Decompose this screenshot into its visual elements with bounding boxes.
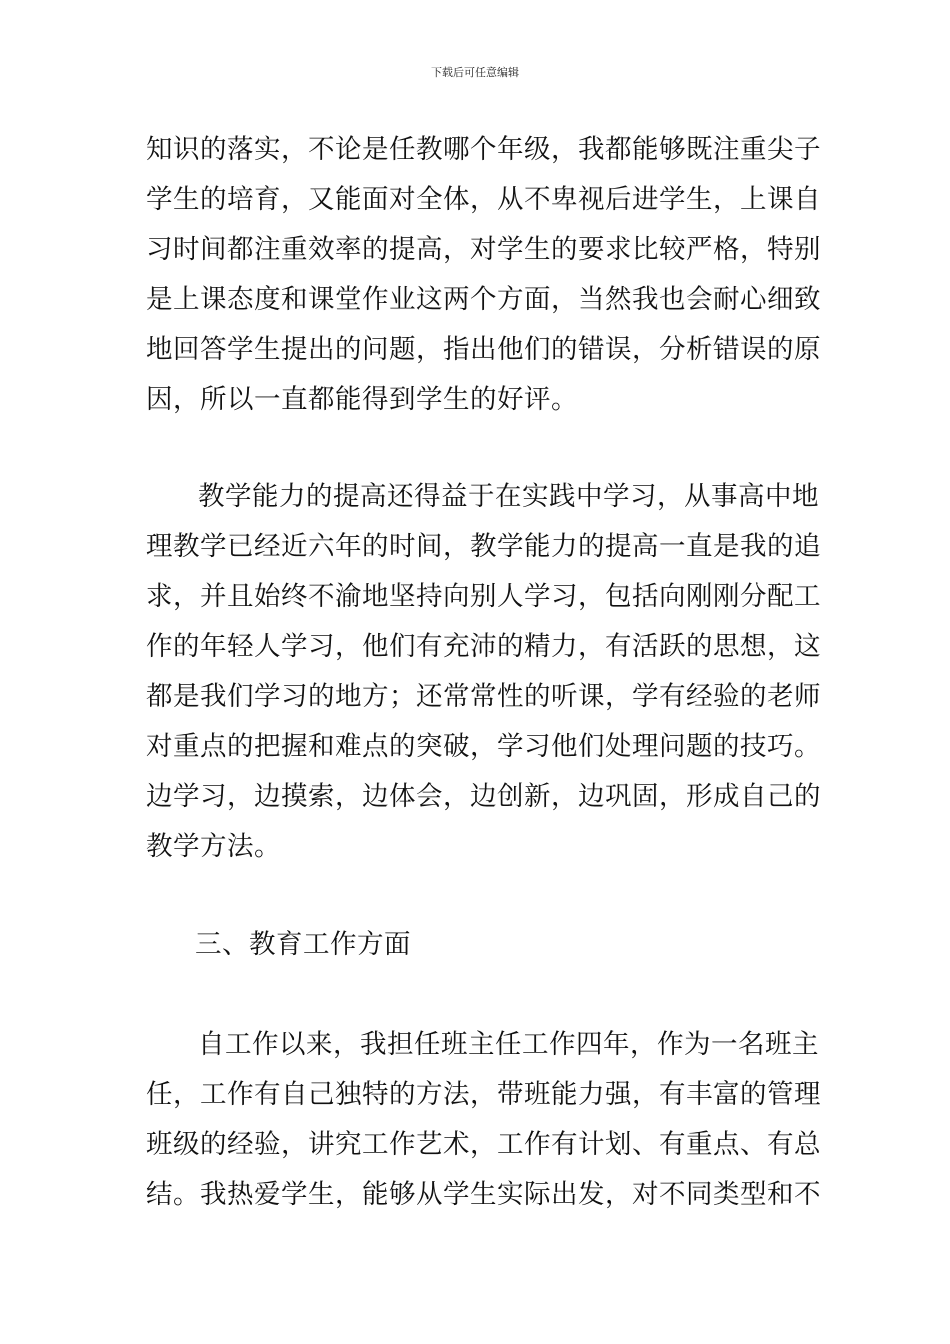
para2-line-5: 都是我们学习的地方；还常常性的听课，学有经验的老师	[146, 681, 821, 712]
para3-line-2: 任，工作有自己独特的方法，带班能力强，有丰富的管理	[146, 1079, 821, 1110]
para2-line-8: 教学方法。	[146, 831, 281, 862]
para2-line-2: 理教学已经近六年的时间，教学能力的提高一直是我的追	[146, 531, 821, 562]
para1-line-6: 因，所以一直都能得到学生的好评。	[146, 384, 578, 415]
para1-line-5: 地回答学生提出的问题，指出他们的错误，分析错误的原	[146, 334, 821, 365]
para3-line-3: 班级的经验，讲究工作艺术，工作有计划、有重点、有总	[146, 1129, 821, 1160]
section-heading: 三、教育工作方面	[195, 929, 411, 960]
para1-line-2: 学生的培育，又能面对全体，从不卑视后进学生，上课自	[146, 184, 821, 215]
para2-line-1: 教学能力的提高还得益于在实践中学习，从事高中地	[198, 481, 819, 512]
para1-line-4: 是上课态度和课堂作业这两个方面，当然我也会耐心细致	[146, 284, 821, 315]
para2-line-3: 求，并且始终不渝地坚持向别人学习，包括向刚刚分配工	[146, 581, 821, 612]
para3-line-1: 自工作以来，我担任班主任工作四年，作为一名班主	[198, 1029, 819, 1060]
para2-line-6: 对重点的把握和难点的突破，学习他们处理问题的技巧。	[146, 731, 821, 762]
para2-line-4: 作的年轻人学习，他们有充沛的精力，有活跃的思想，这	[146, 631, 821, 662]
para1-line-3: 习时间都注重效率的提高，对学生的要求比较严格，特别	[146, 234, 821, 265]
para1-line-1: 知识的落实，不论是任教哪个年级，我都能够既注重尖子	[146, 134, 821, 165]
para2-line-7: 边学习，边摸索，边体会，边创新，边巩固，形成自己的	[146, 781, 821, 812]
para3-line-4: 结。我热爱学生，能够从学生实际出发，对不同类型和不	[146, 1179, 821, 1210]
header-note: 下载后可任意编辑	[431, 66, 519, 79]
